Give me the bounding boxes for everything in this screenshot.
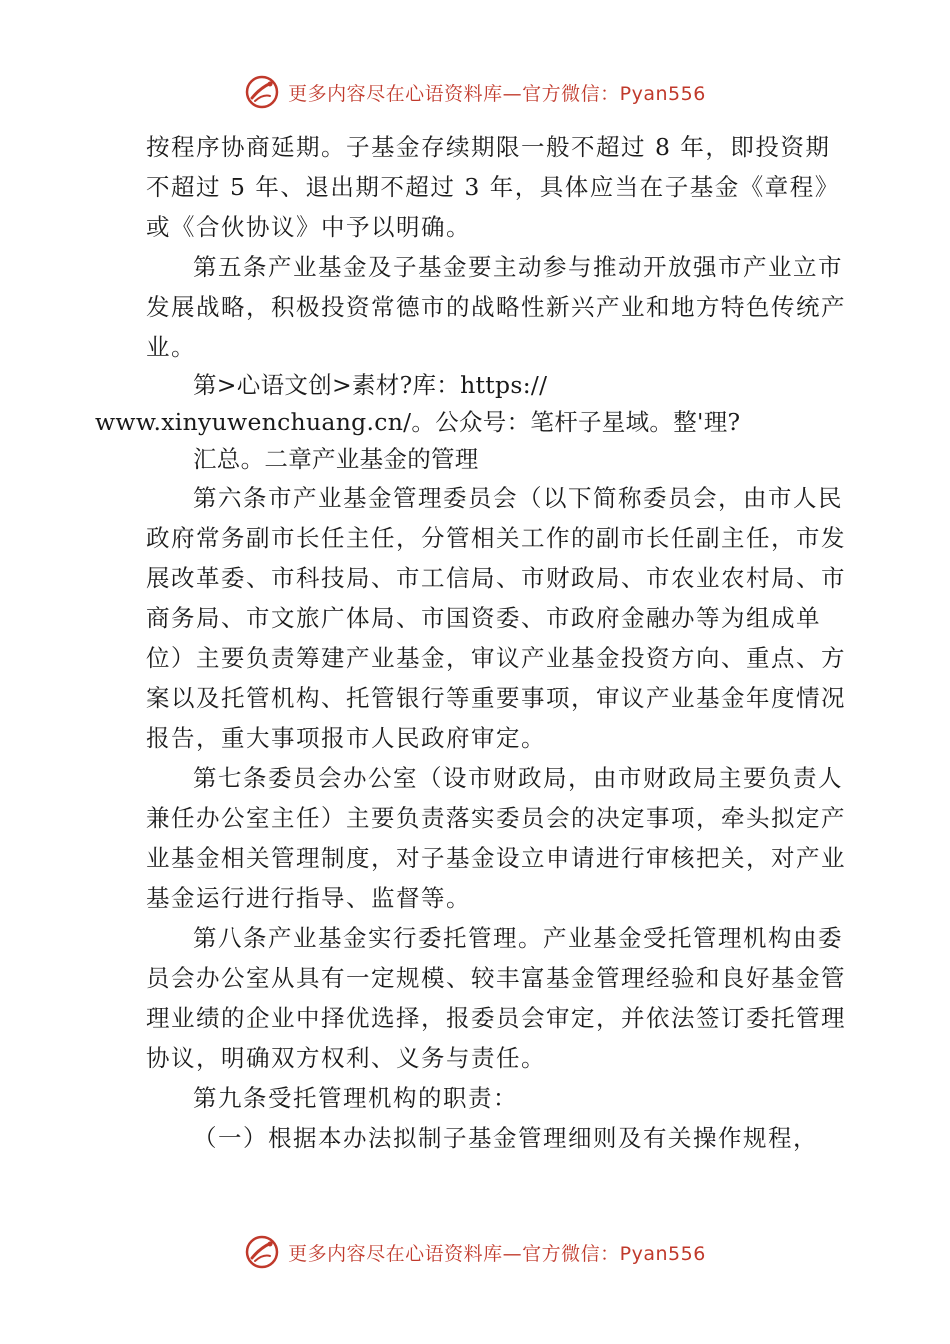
footer-banner [0, 1232, 950, 1272]
brand-logo-icon [244, 1234, 280, 1270]
header-banner-text: 更多内容尽在心语资料库—官方微信：Pyan556 [288, 82, 706, 105]
paragraph: 第五条产业基金及子基金要主动参与推动开放强市产业立市发展战略，积极投资常德市的战略性新兴产业和地方特色传统产业。 [146, 253, 846, 361]
header-banner [0, 72, 950, 112]
document-body [95, 127, 846, 1158]
paragraph: 第七条委员会办公室（设市财政局，由市财政局主要负责人兼任办公室主任）主要负责落实委员会的决定事项，牵头拟定产业基金相关管理制度，对子基金设立申请进行审核把关，对产业基金运行进行指导、监督等。 [146, 764, 846, 912]
paragraph: 按程序协商延期。子基金存续期限一般不超过 8 年，即投资期不超过 5 年、退出期不超过 3 年，具体应当在子基金《章程》或《合伙协议》中予以明确。 [146, 133, 840, 241]
paragraph: 第九条受托管理机构的职责： [193, 1084, 518, 1112]
source-note-paragraph: 第>心语文创>素材?库：https:// www.xinyuwenchuang.cn/。公众号：笔杆子星域。整'理? 汇总。二章产业基金的管理 [95, 371, 741, 473]
brand-logo-icon [244, 74, 280, 110]
paragraph: （一）根据本办法拟制子基金管理细则及有关操作规程， [193, 1124, 818, 1152]
paragraph: 第八条产业基金实行委托管理。产业基金受托管理机构由委员会办公室从具有一定规模、较丰富基金管理经验和良好基金管理业绩的企业中择优选择，报委员会审定，并依法签订委托管理协议，明确双方权利、义务与责任。 [146, 924, 846, 1072]
paragraph: 第六条市产业基金管理委员会（以下简称委员会，由市人民政府常务副市长任主任，分管相关工作的副市长任副主任，市发展改革委、市科技局、市工信局、市财政局、市农业农村局、市商务局、市文旅广体局、市国资委、市政府金融办等为组成单位）主要负责筹建产业基金，审议产业基金投资方向、重点、方案以及托管机构、托管银行等重要事项，审议产业基金年度情况报告，重大事项报市人民政府审定。 [146, 484, 846, 752]
footer-banner-text: 更多内容尽在心语资料库—官方微信：Pyan556 [288, 1242, 706, 1265]
